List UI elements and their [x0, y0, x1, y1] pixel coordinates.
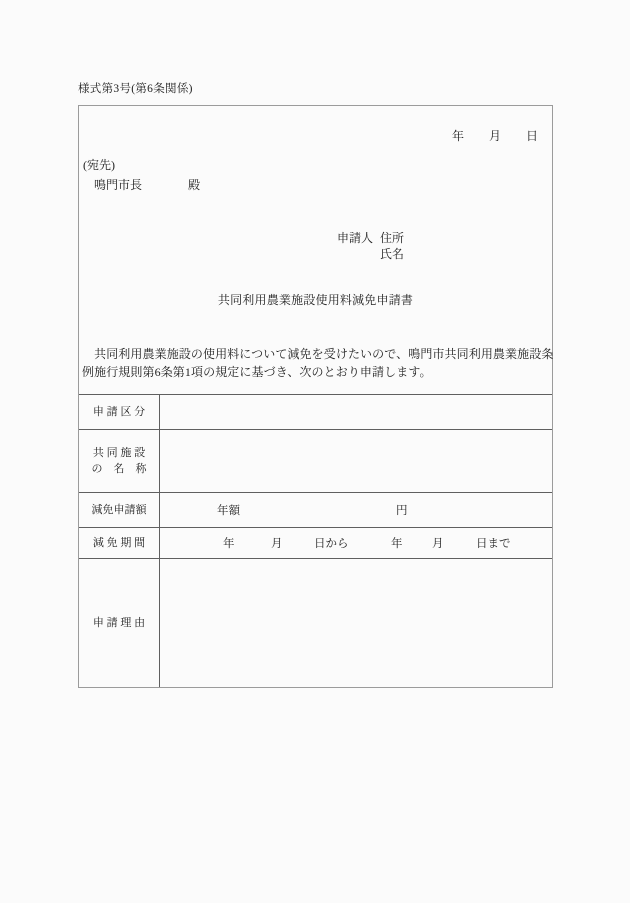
exemption-amount-label: 減免申請額 [79, 493, 160, 527]
application-category-row [79, 395, 552, 430]
application-table [79, 394, 552, 687]
facility-name-row [79, 430, 552, 493]
applicant-label: 申請人 [337, 231, 374, 245]
exemption-period-field [160, 528, 552, 558]
facility-name-label [79, 430, 160, 492]
annual-amount-label: 年額 [217, 505, 240, 517]
form-title: 共同利用農業施設使用料減免申請書 [217, 293, 414, 307]
addressee-label: (宛先) [83, 158, 115, 172]
period-from-year-label: 年 [223, 538, 235, 550]
exemption-amount-row [79, 493, 552, 528]
form-style-number: 様式第3号(第6条関係) [78, 83, 193, 95]
body-text-line2: 例施行規則第6条第1項の規定に基づき、次のとおり申請します。 [82, 365, 432, 379]
form-outline-box [78, 105, 553, 688]
facility-name-label-line1: 共 同 施 設 [92, 447, 146, 459]
facility-name-field [160, 430, 552, 492]
period-from-day-label: 日から [314, 538, 349, 550]
period-from-month-label: 月 [271, 538, 283, 550]
application-reason-label: 申 請 理 由 [79, 559, 160, 687]
exemption-amount-field [160, 493, 552, 527]
period-to-month-label: 月 [432, 538, 444, 550]
addressee-name: 鳴門市長 [94, 178, 143, 192]
yen-unit-label: 円 [396, 505, 408, 517]
body-text-line1: 共同利用農業施設の使用料について減免を受けたいので、鳴門市共同利用農業施設条 [82, 347, 554, 361]
facility-name-label-line2: の 名 称 [91, 463, 147, 475]
application-category-label: 申 請 区 分 [79, 395, 160, 429]
exemption-period-row [79, 528, 552, 559]
date-day-label: 日 [526, 129, 539, 143]
application-reason-field [160, 559, 552, 687]
applicant-name-label: 氏名 [380, 247, 405, 261]
honorific-label: 殿 [188, 178, 201, 192]
period-to-day-label: 日まで [476, 538, 511, 550]
date-year-label: 年 [452, 129, 465, 143]
period-to-year-label: 年 [391, 538, 403, 550]
date-month-label: 月 [489, 129, 502, 143]
applicant-address-label: 住所 [380, 231, 405, 245]
application-reason-row [79, 559, 552, 687]
exemption-period-label: 減 免 期 間 [79, 528, 160, 558]
application-category-field [160, 395, 552, 429]
